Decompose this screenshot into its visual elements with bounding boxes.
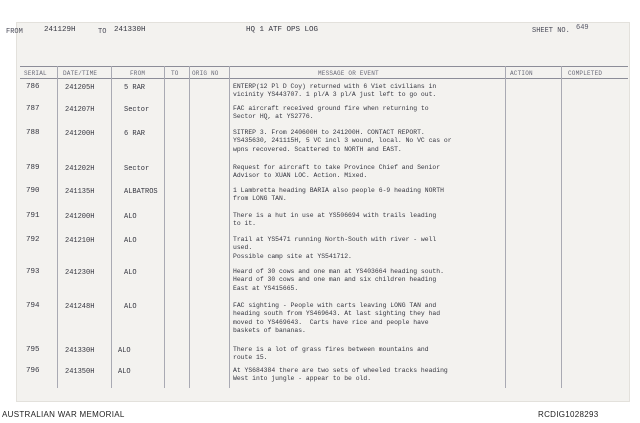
entry-from: ALO <box>124 212 137 221</box>
entry-datetime: 241200H <box>65 129 95 138</box>
entry-serial: 788 <box>26 129 40 137</box>
entry-serial: 796 <box>26 367 40 375</box>
entry-message-line: Trail at YS5471 running North-South with river - well <box>233 236 437 243</box>
entry-from: 5 RAR <box>124 83 146 92</box>
entry-message-line: FAC aircraft received ground fire when returning to <box>233 105 429 112</box>
entry-message-line: ENTERP(12 Pl D Coy) returned with 6 Viet civilians in <box>233 83 437 90</box>
log-title: HQ 1 ATF OPS LOG <box>246 26 319 34</box>
from-label: FROM <box>6 28 23 36</box>
entry-message-line: used. <box>233 244 253 252</box>
entry-message-line: There is a hut in use at YS506694 with trails leading <box>233 212 437 219</box>
col-divider-5 <box>229 66 230 388</box>
entry-serial: 787 <box>26 105 40 113</box>
entry-message-line: route 15. <box>233 354 268 362</box>
entry-message-line: from LONG TAN. <box>233 195 287 203</box>
col-header-orig-no: ORIG NO <box>192 70 219 77</box>
to-label: TO <box>98 28 107 36</box>
entry-message-line: Possible camp site at YS541712. <box>233 252 352 260</box>
col-divider-6 <box>505 66 506 388</box>
entry-message-line: Heard of 30 cows and one man and six children heading <box>233 276 437 284</box>
col-header-message: MESSAGE OR EVENT <box>318 70 379 77</box>
from-value: 241129H <box>44 26 76 34</box>
sheet-number: 649 <box>576 24 589 32</box>
col-divider-7 <box>561 66 562 388</box>
entry-message-line: vicinity YS443707. 1 pl/A 3 pl/A just left to go out. <box>233 91 437 99</box>
entry-datetime: 241248H <box>65 302 95 311</box>
col-header-datetime: DATE/TIME <box>63 70 98 77</box>
entry-message-line: Heard of 30 cows and one man at YS403664 heading south. <box>233 268 444 275</box>
entry-message-line: Request for aircraft to take Province Chief and Senior <box>233 164 441 171</box>
footer-credit: AUSTRALIAN WAR MEMORIAL <box>2 410 125 419</box>
entry-message-line: At YS684384 there are two sets of wheeled tracks heading <box>233 367 448 374</box>
col-header-action: ACTION <box>510 70 533 77</box>
col-divider-4 <box>189 66 190 388</box>
entry-message-line: wpns recovered. Scattered to NORTH and EAST. <box>233 145 402 153</box>
entry-from: ALO <box>118 346 131 355</box>
entry-serial: 794 <box>26 302 40 310</box>
entry-serial: 791 <box>26 212 40 220</box>
entry-message-line: East at YS415665. <box>233 284 299 292</box>
entry-serial: 789 <box>26 164 40 172</box>
entry-datetime: 241135H <box>65 187 95 196</box>
entry-datetime: 241207H <box>65 105 95 114</box>
entry-datetime: 241202H <box>65 164 95 173</box>
entry-from: ALO <box>124 236 137 245</box>
entry-serial: 792 <box>26 236 40 244</box>
entry-serial: 793 <box>26 268 40 276</box>
entry-from: Sector <box>124 164 150 173</box>
entry-message-line: heading south from YS469643. At last sighting they had <box>233 310 441 318</box>
entry-message-line: YS435630, 241115H, 5 VC incl 3 wound, local. No VC cas or <box>233 137 452 145</box>
entry-message-line: Sector HQ, at YS2776. <box>233 113 314 121</box>
col-divider-2 <box>111 66 112 388</box>
entry-from: Sector <box>124 105 150 114</box>
entry-message-line: There is a lot of grass fires between mountains and <box>233 346 429 353</box>
entry-message-line: FAC sighting - People with carts leaving LONG TAN and <box>233 302 437 309</box>
col-header-from: FROM <box>130 70 146 77</box>
entry-datetime: 241230H <box>65 268 95 277</box>
to-value: 241330H <box>114 26 146 34</box>
entry-message-line: 1 Lambretta heading BARIA also people 6-9 heading NORTH <box>233 187 444 194</box>
entry-datetime: 241330H <box>65 346 95 355</box>
entry-serial: 786 <box>26 83 40 91</box>
entry-datetime: 241350H <box>65 367 95 376</box>
entry-from: ALO <box>118 367 131 376</box>
col-header-to: TO <box>171 70 179 77</box>
sheet-label: SHEET NO. <box>532 27 570 35</box>
entry-from: ALO <box>124 268 137 277</box>
entry-message-line: to it. <box>233 220 257 228</box>
entry-from: ALBATROS <box>124 187 158 196</box>
col-header-serial: SERIAL <box>24 70 47 77</box>
entry-message-line: SITREP 3. From 240600H to 241200H. CONTACT REPORT. <box>233 129 425 136</box>
entry-message-line: baskets of bananas. <box>233 326 306 334</box>
col-divider-1 <box>57 66 58 388</box>
entry-message-line: moved to YS469643. Carts have rice and people have <box>233 318 429 326</box>
entry-datetime: 241205H <box>65 83 95 92</box>
entry-serial: 790 <box>26 187 40 195</box>
entry-from: 6 RAR <box>124 129 146 138</box>
footer-record-id: RCDIG1028293 <box>538 410 599 419</box>
col-header-completed: COMPLETED <box>568 70 603 77</box>
entry-datetime: 241210H <box>65 236 95 245</box>
col-divider-3 <box>164 66 165 388</box>
entry-datetime: 241200H <box>65 212 95 221</box>
entry-message-line: Advisor to XUAN LOC. Action. Mixed. <box>233 172 368 180</box>
entry-from: ALO <box>124 302 137 311</box>
entry-message-line: West into jungle - appear to be old. <box>233 375 372 383</box>
entry-serial: 795 <box>26 346 40 354</box>
